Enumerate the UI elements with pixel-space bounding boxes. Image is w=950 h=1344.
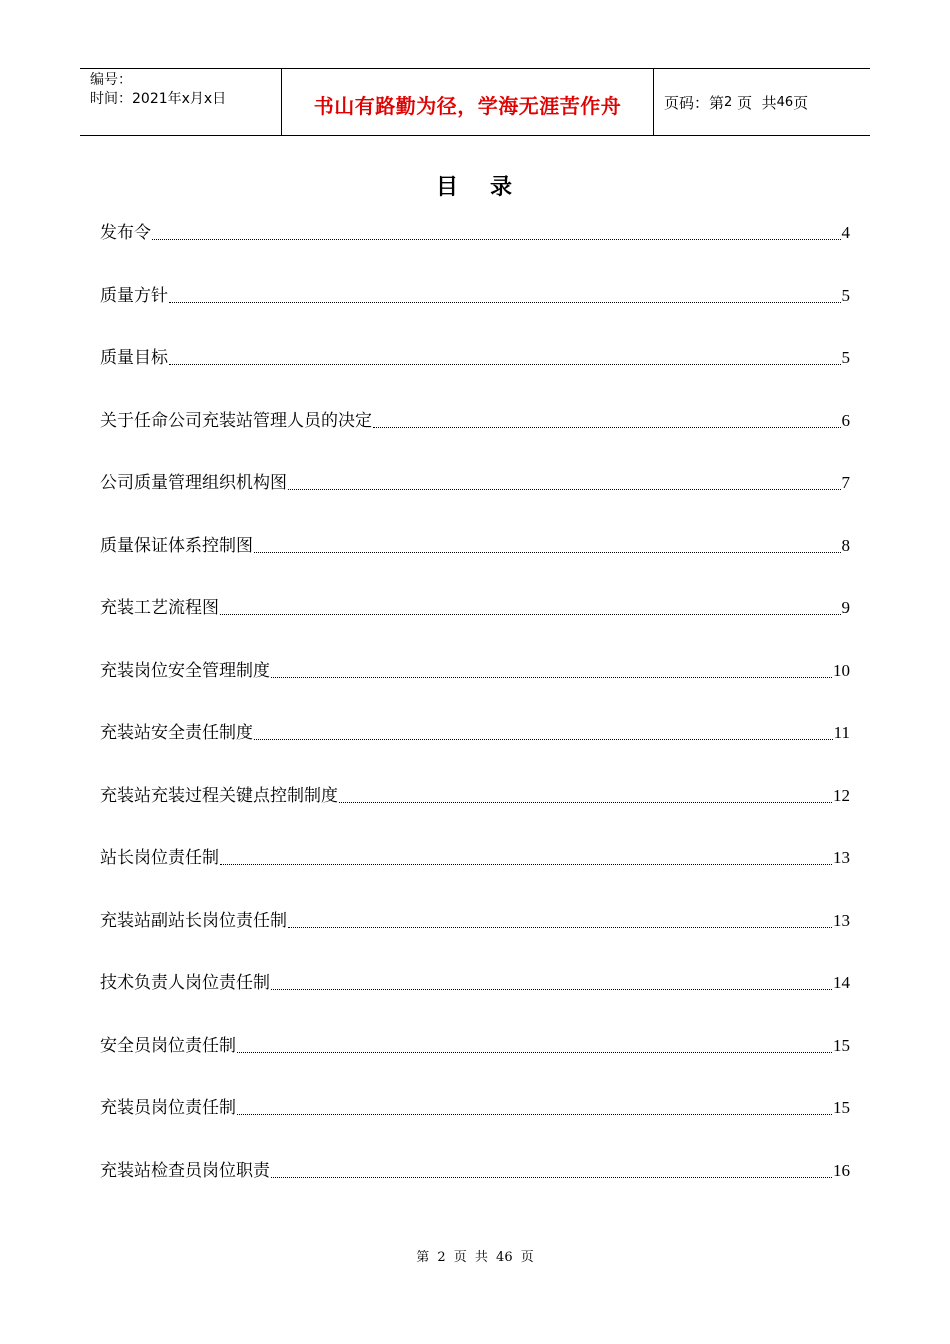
toc-entry-leader-dots [254, 720, 833, 746]
toc-entry-page-number: 8 [841, 535, 850, 555]
toc-entry-label: 关于任命公司充装站管理人员的决定 [100, 410, 372, 431]
toc-entry-leader-dots [169, 345, 841, 371]
toc-entry-label: 充装员岗位责任制 [100, 1098, 236, 1118]
toc-entry-leader-dots [288, 470, 841, 496]
toc-entry-label: 充装站副站长岗位责任制 [100, 910, 287, 931]
page-footer: 第 2 页 共 46 页 [416, 1250, 534, 1265]
toc-entry-leader-dots [220, 595, 841, 621]
toc-entry-leader-dots [220, 845, 832, 871]
toc-entry[interactable] [100, 658, 850, 721]
header-page-label: 页码：第 [664, 93, 725, 112]
toc-entry-leader-dots [254, 533, 841, 559]
table-of-contents [100, 220, 850, 1220]
toc-entry[interactable] [100, 845, 850, 908]
toc-entry-page-number: 10 [833, 660, 850, 680]
toc-entry-page-number: 14 [833, 973, 850, 992]
toc-entry-page-number: 7 [841, 473, 850, 492]
header-page-cell [654, 69, 870, 135]
header-info-cell [80, 69, 282, 135]
toc-entry-label: 技术负责人岗位责任制 [100, 973, 270, 993]
toc-entry-page-number: 15 [833, 1035, 850, 1055]
toc-entry-label: 充装工艺流程图 [100, 598, 219, 618]
toc-entry-page-number: 4 [841, 223, 850, 242]
toc-entry-page-number: 12 [833, 785, 850, 805]
toc-entry-leader-dots [237, 1095, 832, 1121]
toc-entry-leader-dots [271, 658, 832, 684]
toc-entry-page-number: 6 [841, 410, 850, 430]
toc-entry-page-number: 15 [833, 1098, 850, 1117]
header-motto-cell [282, 69, 654, 135]
toc-entry-page-number: 5 [841, 348, 850, 367]
toc-entry-leader-dots [339, 783, 832, 809]
toc-entry[interactable] [100, 908, 850, 971]
document-time-label: 时间：2021年x月x日 [90, 91, 227, 107]
toc-entry-label: 质量目标 [100, 348, 168, 368]
toc-entry-label: 充装站充装过程关键点控制制度 [100, 785, 338, 806]
toc-entry[interactable] [100, 720, 850, 783]
header-motto: 书山有路勤为径，学海无涯苦作舟 [313, 93, 622, 118]
toc-entry[interactable] [100, 533, 850, 596]
toc-entry[interactable] [100, 1033, 850, 1096]
toc-entry-leader-dots [169, 283, 841, 309]
header-page-end: 页 [793, 93, 809, 112]
toc-entry[interactable] [100, 408, 850, 471]
toc-title-part2: 录 [490, 175, 515, 200]
toc-entry[interactable] [100, 220, 850, 283]
toc-entry-leader-dots [271, 970, 832, 996]
toc-title-part1: 目 [435, 175, 460, 200]
header-page-total: 46 [776, 94, 794, 110]
toc-entry-page-number: 13 [833, 848, 850, 867]
toc-entry[interactable] [100, 970, 850, 1033]
toc-entry-page-number: 16 [833, 1160, 850, 1180]
toc-entry-label: 充装站安全责任制度 [100, 723, 253, 743]
toc-entry-leader-dots [373, 408, 841, 434]
toc-entry-label: 安全员岗位责任制 [100, 1035, 236, 1056]
toc-title [0, 170, 950, 201]
header-page-current: 2 [724, 94, 733, 110]
toc-entry-label: 充装站检查员岗位职责 [100, 1160, 270, 1181]
toc-entry[interactable] [100, 1158, 850, 1221]
document-header [80, 68, 870, 136]
toc-entry-page-number: 5 [841, 285, 850, 305]
toc-entry-label: 质量保证体系控制图 [100, 535, 253, 556]
toc-entry[interactable] [100, 1095, 850, 1158]
toc-entry-label: 站长岗位责任制 [100, 848, 219, 868]
toc-entry-label: 发布令 [100, 223, 151, 243]
toc-entry-leader-dots [288, 908, 832, 934]
toc-entry-label: 质量方针 [100, 285, 168, 306]
toc-entry-leader-dots [237, 1033, 832, 1059]
toc-entry-label: 充装岗位安全管理制度 [100, 660, 270, 681]
toc-entry-page-number: 11 [833, 723, 850, 742]
toc-entry[interactable] [100, 783, 850, 846]
toc-entry-leader-dots [152, 220, 841, 246]
toc-entry-label: 公司质量管理组织机构图 [100, 473, 287, 493]
toc-entry[interactable] [100, 345, 850, 408]
header-page-mid: 页 共 [737, 93, 777, 112]
toc-entry[interactable] [100, 595, 850, 658]
toc-entry[interactable] [100, 470, 850, 533]
document-number-label: 编号： [90, 72, 132, 88]
toc-entry[interactable] [100, 283, 850, 346]
toc-entry-page-number: 13 [833, 910, 850, 930]
toc-entry-leader-dots [271, 1158, 832, 1184]
toc-entry-page-number: 9 [841, 598, 850, 617]
